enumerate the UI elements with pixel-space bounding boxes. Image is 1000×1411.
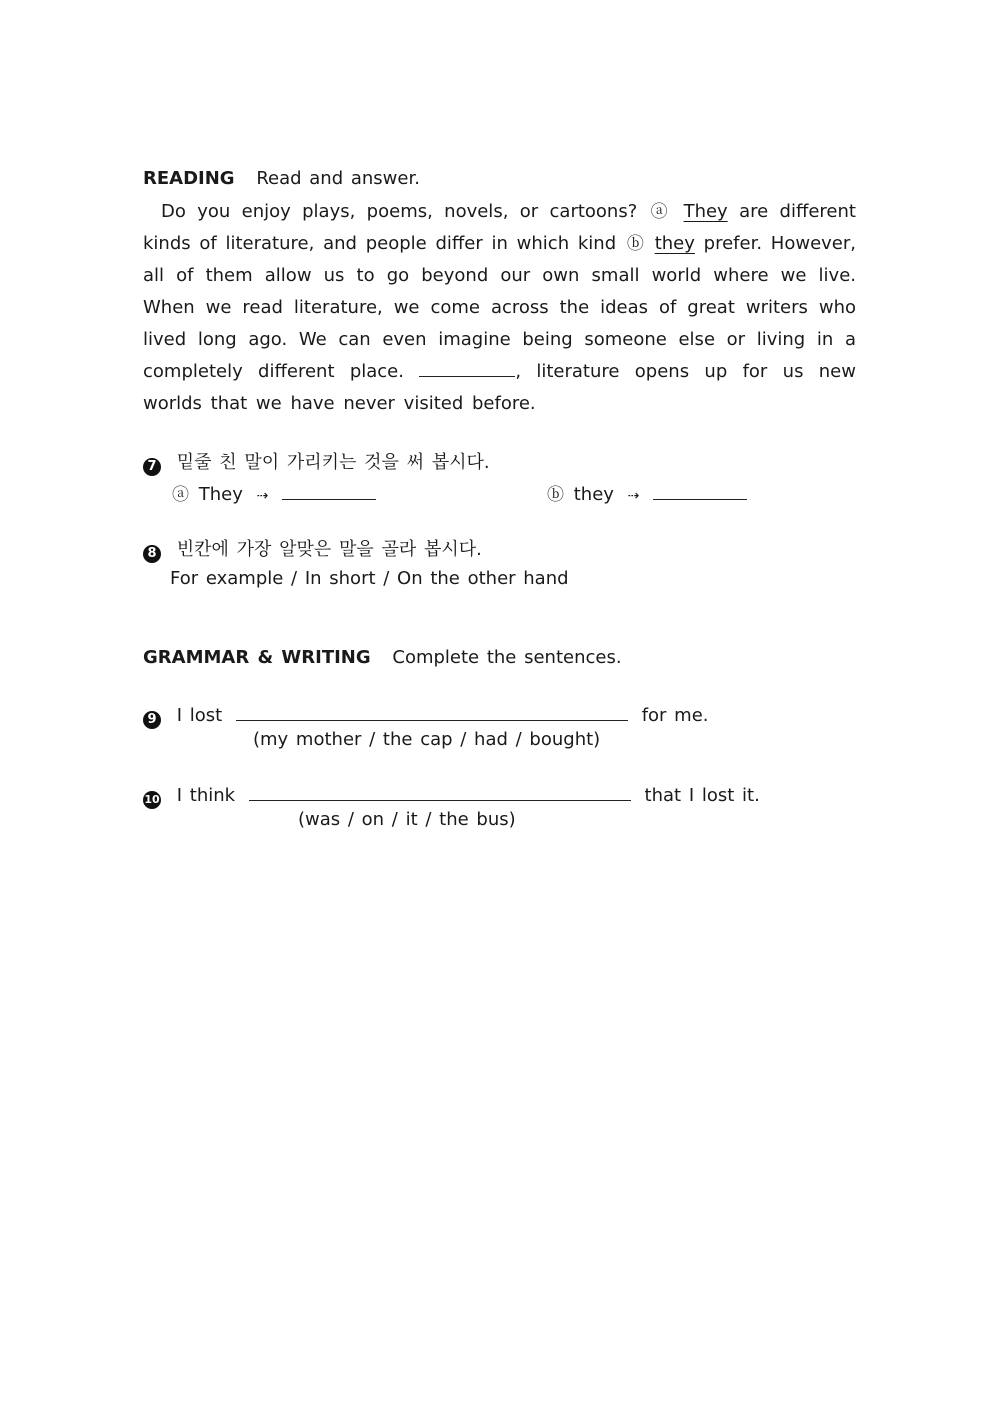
passage-part1: Do you enjoy plays, poems, novels, or cartoons? [161, 201, 638, 222]
question-9-before: I lost [176, 705, 223, 726]
question-10-blank[interactable] [249, 784, 631, 801]
question-8-number: 8 [143, 545, 161, 563]
passage-blank[interactable] [419, 358, 515, 377]
question-8-prompt: 빈칸에 가장 알맞은 말을 골라 봅시다. [176, 539, 482, 560]
answer-a-word: They [198, 484, 243, 505]
reading-passage [143, 196, 856, 420]
grammar-label: GRAMMAR & WRITING [143, 647, 371, 668]
marker-b: ⓑ [626, 234, 644, 254]
reading-label: READING [143, 168, 235, 189]
question-9 [143, 704, 709, 729]
passage-part3: prefer. However, all of them allow us to go beyond our own small world where we live. When we read literature, we come across the ideas of great writers who lived long ago. We can even imagine being someone else or living in a completely different place. [143, 233, 856, 382]
answer-a-blank[interactable] [282, 483, 376, 500]
question-10-after: that I lost it. [644, 785, 760, 806]
question-8-options: For example / In short / On the other hand [170, 568, 569, 589]
grammar-header [143, 647, 622, 668]
question-10-number: 10 [143, 791, 161, 809]
underlined-word-b: they [654, 233, 695, 254]
question-7-answer-a [170, 480, 376, 505]
underlined-word-a: They [683, 201, 728, 222]
answer-b-marker: ⓑ [547, 485, 564, 505]
reading-instruction: Read and answer. [256, 168, 420, 189]
question-7 [143, 448, 490, 476]
question-10-before: I think [176, 785, 236, 806]
question-7-prompt: 밑줄 친 말이 가리키는 것을 써 봅시다. [176, 452, 490, 473]
arrow-icon: ⇢ [256, 488, 269, 504]
passage-part4: , literature opens up for us new worlds that we have never visited before. [143, 361, 856, 414]
grammar-instruction: Complete the sentences. [392, 647, 622, 668]
question-9-hint: (my mother / the cap / had / bought) [253, 729, 601, 750]
answer-b-word: they [573, 484, 614, 505]
question-9-number: 9 [143, 711, 161, 729]
arrow-icon: ⇢ [627, 488, 640, 504]
question-9-blank[interactable] [236, 704, 628, 721]
question-7-answer-b [545, 480, 747, 505]
marker-a: ⓐ [650, 202, 671, 222]
question-10-hint: (was / on / it / the bus) [298, 809, 516, 830]
question-10 [143, 784, 760, 809]
question-9-after: for me. [641, 705, 709, 726]
answer-b-blank[interactable] [653, 483, 747, 500]
question-8 [143, 535, 482, 563]
answer-a-marker: ⓐ [172, 485, 189, 505]
passage-part2: are different kinds of literature, and people differ in which kind [143, 201, 856, 254]
question-7-number: 7 [143, 458, 161, 476]
reading-header [143, 168, 420, 189]
